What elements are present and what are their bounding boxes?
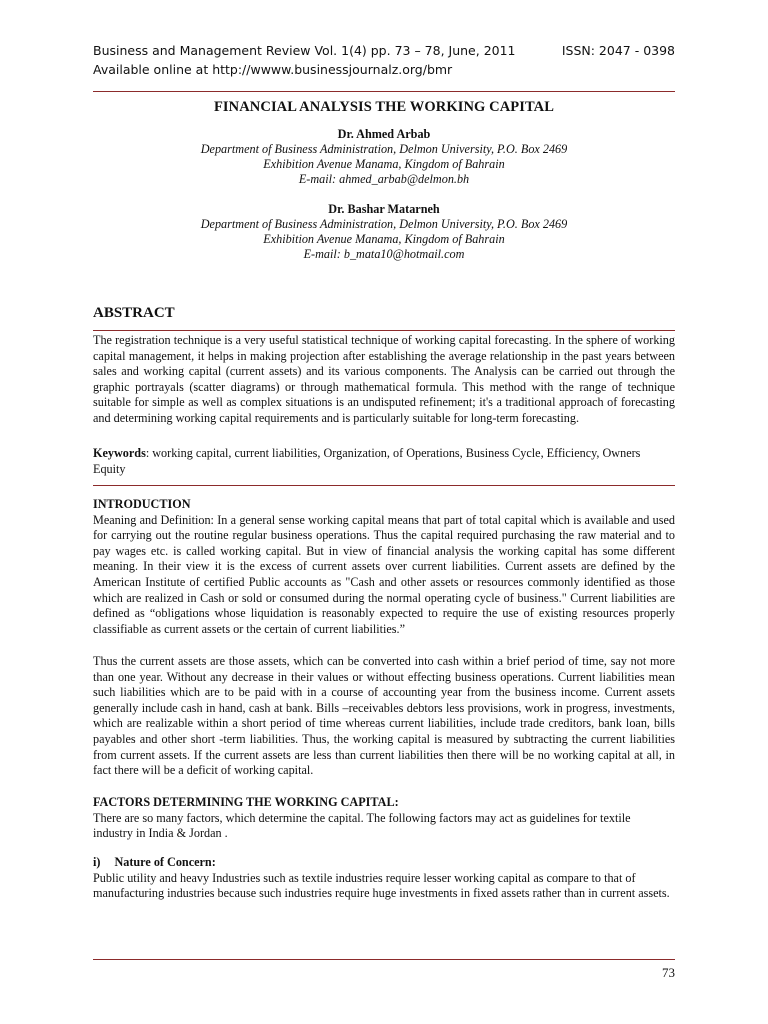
concern-section [93, 855, 675, 902]
introduction-heading: INTRODUCTION [93, 497, 191, 511]
journal-citation: Business and Management Review Vol. 1(4) pp. 73 – 78, June, 2011 [93, 43, 516, 58]
concern-number: i) [93, 855, 101, 869]
keywords-rule [93, 485, 675, 486]
keywords-label: Keywords [93, 446, 146, 460]
abstract-rule [93, 330, 675, 331]
factors-heading: FACTORS DETERMINING THE WORKING CAPITAL: [93, 795, 399, 809]
author-affiliation: Department of Business Administration, Delmon University, P.O. Box 2469 [200, 217, 568, 231]
abstract-text: The registration technique is a very useful statistical technique of working capital forecasting. In the sphere of working capital management, it helps in making projection after establishing the average relationship in the past years between sales and working capital (current assets) and its various components. The Analysis can be carried out through the graphic portrayals (scatter diagrams) or through mathematical formula. This method with the range of technique suitable for simple as well as complex situations is an undisputed refinement; it's a traditional approach of forecasting and determining working capital requirements and is particularly suitable for long-term forecasting. [93, 333, 675, 425]
abstract-body [93, 333, 675, 427]
abstract-heading: ABSTRACT [93, 305, 175, 321]
author-name: Dr. Ahmed Arbab [337, 127, 431, 141]
footer-rule [93, 959, 675, 960]
author-name: Dr. Bashar Matarneh [328, 202, 440, 216]
author-address: Exhibition Avenue Manama, Kingdom of Bahrain [263, 232, 505, 246]
journal-header [93, 41, 675, 79]
issn: ISSN: 2047 - 0398 [561, 43, 675, 58]
author-address: Exhibition Avenue Manama, Kingdom of Bahrain [263, 157, 505, 171]
introduction-paragraph-2: Thus the current assets are those assets, which can be converted into cash within a brief period of time, say not more than one year. Without any decrease in their values or without effecting business operations. Current liabilities mean such liabilities which are to be paid with in a course of accounting year from the business income. Current assets generally include cash in hand, cash at bank. Bills –receivables debtors less provisions, work in progress, investments, which are realizable within a short period of time whereas current liabilities, include trade creditors, bank loan, bills payables and other short -term liabilities. Thus, the working capital is measured by subtracting the current liabilities from current assets. If the current assets are less than current liabilities then there will be no working capital at all, in fact there will be a deficit of working capital. [93, 654, 675, 778]
paper-title: FINANCIAL ANALYSIS THE WORKING CAPITAL [213, 99, 555, 115]
concern-text: Public utility and heavy Industries such as textile industries require lesser working capital as compare to that of manufacturing industries because such industries require huge investments in fixed assets rather than in current assets. [93, 870, 670, 901]
introduction-paragraph-1: Meaning and Definition: In a general sense working capital means that part of total capital which is available and used for carrying out the routine regular business operations. Thus the capital required purchasing the raw material and to pay wages etc. is called working capital. But in view of financial analysis the working capital has some different meaning. In their view it is the excess of current assets over current liabilities. Current assets are defined by the American Institute of certified Public accounts as "Cash and other assets or resources commonly identified as those which are realized in Cash or sold or consumed during the normal operating cycle of business." Current liabilities are defined as “obligations whose liquidation is reasonably expected to require the use of existing resources properly classifiable as current assets or the certain of current liabilities.” [93, 512, 675, 636]
page-number: 73 [662, 965, 675, 980]
author-email: E-mail: ahmed_arbab@delmon.bh [298, 172, 470, 186]
introduction-section [93, 497, 675, 637]
factors-section [93, 795, 675, 842]
concern-heading: Nature of Concern: [114, 855, 216, 869]
factors-text: There are so many factors, which determine the capital. The following factors may act as guidelines for textile industry in India & Jordan . [93, 810, 631, 841]
author-email: E-mail: b_mata10@hotmail.com [303, 247, 465, 261]
keywords [93, 446, 653, 477]
header-rule [93, 91, 675, 92]
author-affiliation: Department of Business Administration, Delmon University, P.O. Box 2469 [200, 142, 568, 156]
author-block [93, 127, 675, 262]
introduction-paragraph-2-block [93, 654, 675, 779]
keywords-text: : working capital, current liabilities, Organization, of Operations, Business Cycle, Efficiency, Owners Equity [93, 446, 641, 476]
online-availability: Available online at http://wwww.businessjournalz.org/bmr [93, 62, 453, 77]
